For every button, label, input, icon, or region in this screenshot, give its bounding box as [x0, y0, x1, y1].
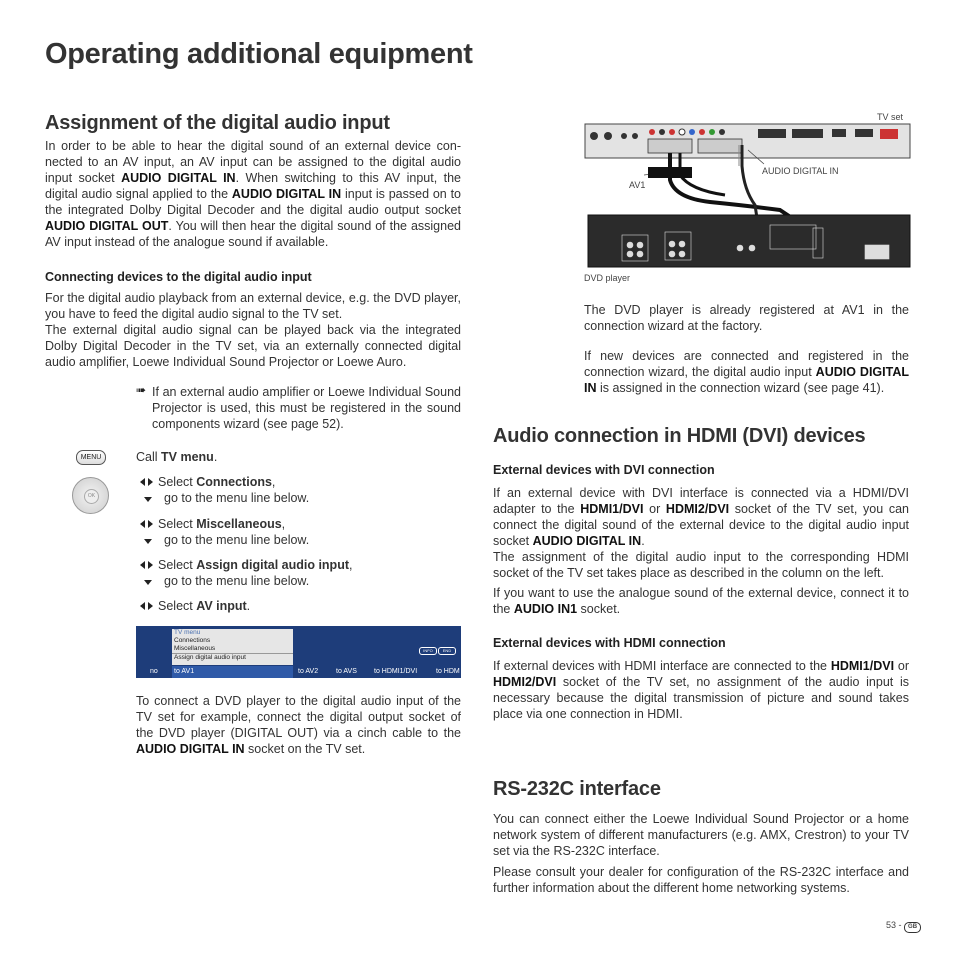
menu-item-connections[interactable]: Connections [174, 637, 211, 644]
left-arrow-icon [140, 561, 145, 569]
page-number: 53 - GB [886, 920, 921, 933]
page-title: Operating additional equipment [45, 38, 473, 70]
step-miscellaneous: Select Miscellaneous, go to the menu line below. [140, 516, 309, 548]
navigation-pad-icon [72, 477, 109, 514]
down-arrow-icon [144, 580, 152, 585]
gb-language-badge: GB [904, 922, 921, 933]
ok-key-icon [84, 489, 99, 504]
left-arrow-icon [140, 520, 145, 528]
menu-panel-title: TV menu [174, 629, 201, 636]
dvi-paragraph-3: If you want to use the analogue sound of the external device, connect it to the AUDIO IN1 socket. [493, 586, 909, 616]
subheading-hdmi: External devices with HDMI connection [493, 636, 726, 650]
step-av-input: Select AV input. [140, 598, 250, 614]
menu-option-av2[interactable]: to AV2 [298, 668, 319, 675]
hdmi-paragraph: If external devices with HDMI interface are connected to the HDMI1/DVI or HDMI2/DVI socket of the TV set, no assignment of the audio input is necessary because the digital transmission of picture and sound takes place via one connection in HDMI. [493, 659, 909, 721]
dvi-paragraph-2: The assignment of the digital audio input to the corresponding HDMI socket of the TV set takes place as described in the column on the left. [493, 550, 909, 580]
menu-option-no[interactable]: no [150, 668, 158, 675]
note-arrow-icon: ➠ [136, 383, 147, 397]
dvd-rear-panel [588, 215, 910, 267]
intro-paragraph: In order to be able to hear the digital sound of an external device con-nected to an AV input, an AV input can be assigned to the digital audio input socket AUDIO DIGITAL IN. When switching to this AV input, the digital audio signal applied to the AUDIO DIGITAL IN input is passed on to the integrated Dolby Digital Decoder and the digital audio output socket AUDIO DIGITAL OUT. You will then hear the digital sound of the assigned AV input instead of the analogue sound if available. [45, 139, 461, 249]
subheading-connecting: Connecting devices to the digital audio input [45, 270, 312, 284]
menu-key-label: MENU [80, 454, 102, 461]
down-arrow-icon [144, 539, 152, 544]
section-heading-hdmi: Audio connection in HDMI (DVI) devices [493, 425, 866, 447]
rs232c-paragraph-2: Please consult your dealer for configuration of the RS-232C interface and further information about the different home networking systems. [493, 865, 909, 895]
right-arrow-icon [148, 478, 153, 486]
menu-option-row [136, 666, 461, 678]
paragraph-feed: For the digital audio playback from an external device, e.g. the DVD player, you have to feed the digital audio signal to the TV set. [45, 291, 461, 321]
left-arrow-icon [140, 602, 145, 610]
dvd-player-label: DVD player [584, 273, 631, 283]
dvd-registered-paragraph: The DVD player is already registered at AV1 in the connection wizard at the factory. [584, 303, 909, 333]
menu-option-av1[interactable]: to AV1 [174, 668, 195, 675]
audio-digital-in-label: AUDIO DIGITAL IN [762, 166, 839, 176]
paragraph-playback: The external digital audio signal can be played back via the integrated Dolby Digital Decoder in the TV set, via an externally connected digital audio amplifier, Loewe Individual Sound Projector or Loewe Auro. [45, 323, 461, 369]
note-paragraph: If an external audio amplifier or Loewe Individual Sound Projector is used, this must be registered in the sound components wizard (see page 52). [152, 385, 461, 431]
av1-label: AV1 [629, 180, 646, 190]
menu-item-assign[interactable]: Assign digital audio input [172, 653, 293, 662]
menu-info-button[interactable]: INFO [419, 647, 437, 655]
call-tv-menu: Call TV menu. [136, 450, 218, 464]
down-arrow-icon [144, 497, 152, 502]
tv-set-label: TV set [877, 112, 904, 122]
menu-option-avs[interactable]: to AVS [336, 668, 357, 675]
new-devices-paragraph: If new devices are connected and registered in the connection wizard, the digital audio input AUDIO DIGITAL IN is assigned in the connection wizard (see page 41). [584, 349, 909, 395]
right-arrow-icon [148, 561, 153, 569]
menu-item-miscellaneous[interactable]: Miscellaneous [174, 645, 216, 652]
subheading-dvi: External devices with DVI connection [493, 463, 715, 477]
ok-key-label: OK [87, 493, 96, 499]
closing-paragraph: To connect a DVD player to the digital audio input of the TV set for example, connect the digital output socket of the DVD player (DIGITAL OUT) via a cinch cable to the AUDIO DIGITAL IN socket on the TV set. [136, 694, 461, 756]
dvi-paragraph-1: If an external device with DVI interface is connected via a HDMI/DVI adapter to the HDMI1/DVI or HDMI2/DVI socket of the TV set, you can connect the digital sound of the external device to the digital audio input socket AUDIO DIGITAL IN. [493, 486, 909, 548]
tv-menu-panel [172, 629, 293, 665]
menu-key-icon [76, 450, 106, 465]
section-heading-rs232c: RS-232C interface [493, 778, 661, 800]
menu-option-hdmi1[interactable]: to HDMI1/DVI [374, 668, 418, 675]
right-arrow-icon [148, 520, 153, 528]
left-arrow-icon [140, 478, 145, 486]
rs232c-paragraph-1: You can connect either the Loewe Individual Sound Projector or a home network system of different manufacturers (e.g. AMX, Crestron) to your TV set via the RS-232C interface. [493, 812, 909, 858]
right-arrow-icon [148, 602, 153, 610]
menu-end-button[interactable]: END [438, 647, 456, 655]
step-connections: Select Connections, go to the menu line below. [140, 474, 309, 506]
step-assign: Select Assign digital audio input, go to the menu line below. [140, 557, 352, 589]
scart-plug-icon [648, 167, 692, 178]
connection-diagram [580, 120, 912, 270]
scart-cable [670, 153, 795, 220]
menu-option-hdm[interactable]: to HDM [436, 668, 460, 675]
section-heading-digital-audio: Assignment of the digital audio input [45, 112, 390, 134]
